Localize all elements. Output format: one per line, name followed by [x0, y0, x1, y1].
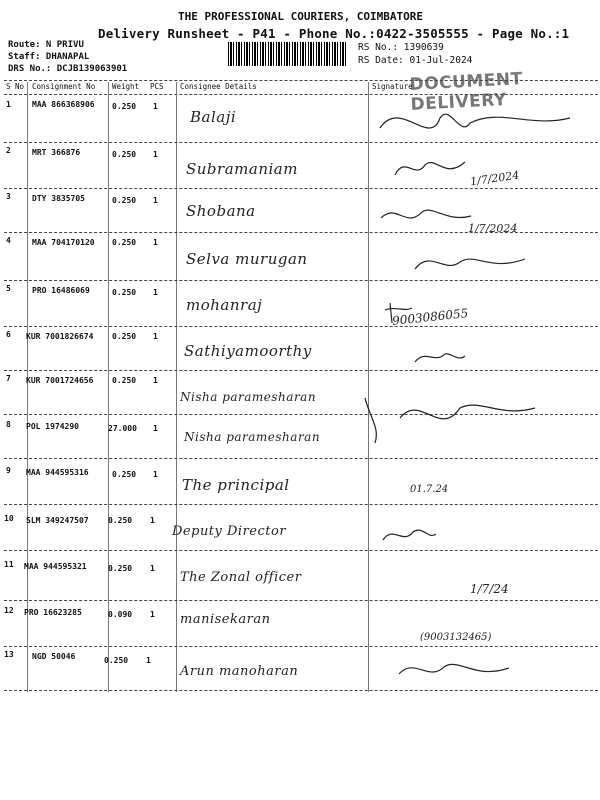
col-header-consignment: Consignment No	[32, 82, 96, 91]
row-weight: 0.090	[108, 610, 133, 619]
row-consignment: MAA 944595316	[26, 468, 89, 477]
row-weight: 0.250	[112, 238, 137, 247]
row-consignee: Selva murugan	[186, 250, 308, 268]
row-divider	[4, 550, 598, 551]
row-signature: (9003132465)	[420, 632, 492, 643]
row-consignment: NGD 50046	[32, 652, 76, 661]
col-header-pcs: PCS	[150, 82, 164, 91]
row-consignment: DTY 3835705	[32, 194, 85, 203]
row-pcs: 1	[153, 150, 158, 159]
row-sno: 5	[6, 284, 11, 293]
document-delivery-stamp: DOCUMENT DELIVERY	[409, 69, 524, 115]
row-sno: 8	[6, 420, 11, 429]
row-pcs: 1	[153, 424, 158, 433]
row-divider	[4, 504, 598, 505]
row-consignment: MRT 366876	[32, 148, 81, 157]
signature-scribble	[370, 98, 590, 148]
row-consignee: Subramaniam	[186, 160, 298, 178]
drs-number: DRS No.: DCJB139063901	[8, 64, 128, 74]
row-pcs: 1	[153, 196, 158, 205]
row-pcs: 1	[150, 516, 155, 525]
row-weight: 0.250	[112, 376, 137, 385]
row-sno: 2	[6, 146, 11, 155]
row-sno: 11	[4, 560, 14, 569]
row-consignment: MAA 944595321	[24, 562, 87, 571]
company-title: THE PROFESSIONAL COURIERS, COIMBATORE	[178, 10, 424, 23]
header-bottom-rule	[4, 94, 598, 95]
row-consignee: Balaji	[190, 108, 237, 126]
col-header-weight: Weight	[112, 82, 140, 91]
signature-scribble	[390, 150, 470, 186]
row-weight: 0.250	[112, 288, 137, 297]
row-consignment: SLM 349247507	[26, 516, 89, 525]
row-pcs: 1	[153, 288, 158, 297]
row-consignment: MAA 866368906	[32, 100, 95, 109]
row-divider	[4, 600, 598, 601]
row-divider	[4, 188, 598, 189]
row-signature: 1/7/2024	[468, 222, 518, 235]
row-consignee: The Zonal officer	[180, 570, 302, 585]
signature-scribble	[360, 388, 560, 448]
row-consignee: mohanraj	[186, 296, 263, 314]
row-weight: 0.250	[112, 196, 137, 205]
row-weight: 0.250	[112, 470, 137, 479]
row-weight: 0.250	[112, 150, 137, 159]
row-weight: 0.250	[108, 564, 133, 573]
row-sno: 10	[4, 514, 14, 523]
row-divider	[4, 232, 598, 233]
signature-scribble	[376, 198, 476, 234]
row-divider	[4, 370, 598, 371]
signature-scribble	[410, 344, 470, 368]
row-weight: 27.000	[108, 424, 137, 433]
rs-number: RS No.: 1390639	[358, 42, 444, 53]
row-sno: 12	[4, 606, 14, 615]
row-divider	[4, 326, 598, 327]
row-sno: 3	[6, 192, 11, 201]
row-consignee: The principal	[182, 476, 290, 494]
row-consignment: MAA 704170120	[32, 238, 95, 247]
row-pcs: 1	[153, 102, 158, 111]
row-pcs: 1	[153, 470, 158, 479]
col-header-signature: Signature	[372, 82, 413, 91]
row-sno: 1	[6, 100, 11, 109]
row-sno: 6	[6, 330, 11, 339]
runsheet-subtitle: Delivery Runsheet - P41 - Phone No.:0422-3505555 - Page No.:1	[98, 26, 570, 41]
row-consignment: KUR 7001826674	[26, 332, 94, 341]
row-consignment: PRO 16486069	[32, 286, 90, 295]
row-pcs: 1	[153, 332, 158, 341]
row-divider	[4, 646, 598, 647]
row-weight: 0.250	[112, 332, 137, 341]
row-signature: 9003086055	[391, 306, 469, 328]
row-consignee: Sathiyamoorthy	[184, 342, 312, 360]
row-sno: 7	[6, 374, 11, 383]
signature-scribble	[394, 652, 514, 686]
row-consignment: POL 1974290	[26, 422, 79, 431]
route-label: Route: N PRIVU	[8, 40, 84, 50]
signature-scribble	[410, 244, 530, 278]
row-pcs: 1	[146, 656, 151, 665]
row-pcs: 1	[150, 564, 155, 573]
row-pcs: 1	[150, 610, 155, 619]
row-signature: 1/7/24	[470, 582, 509, 596]
row-consignee: Nisha paramesharan	[180, 390, 317, 404]
row-sno: 13	[4, 650, 14, 659]
row-divider	[4, 280, 598, 281]
row-consignee: Deputy Director	[172, 524, 287, 539]
row-consignee: manisekaran	[180, 612, 271, 627]
row-pcs: 1	[153, 376, 158, 385]
row-signature: 01.7.24	[410, 484, 449, 495]
row-weight: 0.250	[104, 656, 129, 665]
header-top-rule	[4, 80, 598, 81]
row-pcs: 1	[153, 238, 158, 247]
col-header-sno: S No	[6, 82, 25, 91]
row-consignment: PRO 16623285	[24, 608, 82, 617]
signature-scribble	[378, 520, 438, 550]
row-sno: 4	[6, 236, 11, 245]
row-consignment: KUR 7001724656	[26, 376, 94, 385]
row-weight: 0.250	[112, 102, 137, 111]
row-weight: 0.250	[108, 516, 133, 525]
row-consignee: Arun manoharan	[180, 664, 299, 679]
row-divider	[4, 690, 598, 691]
barcode	[228, 42, 348, 66]
signature-scribble	[380, 298, 420, 328]
row-consignee: Nisha paramesharan	[184, 430, 321, 444]
row-sno: 9	[6, 466, 11, 475]
row-divider	[4, 458, 598, 459]
rs-date: RS Date: 01-Jul-2024	[358, 55, 473, 66]
row-signature: 1/7/2024	[469, 168, 521, 189]
col-header-consignee: Consignee Details	[180, 82, 257, 91]
staff-label: Staff: DHANAPAL	[8, 52, 90, 62]
row-consignee: Shobana	[186, 202, 256, 220]
